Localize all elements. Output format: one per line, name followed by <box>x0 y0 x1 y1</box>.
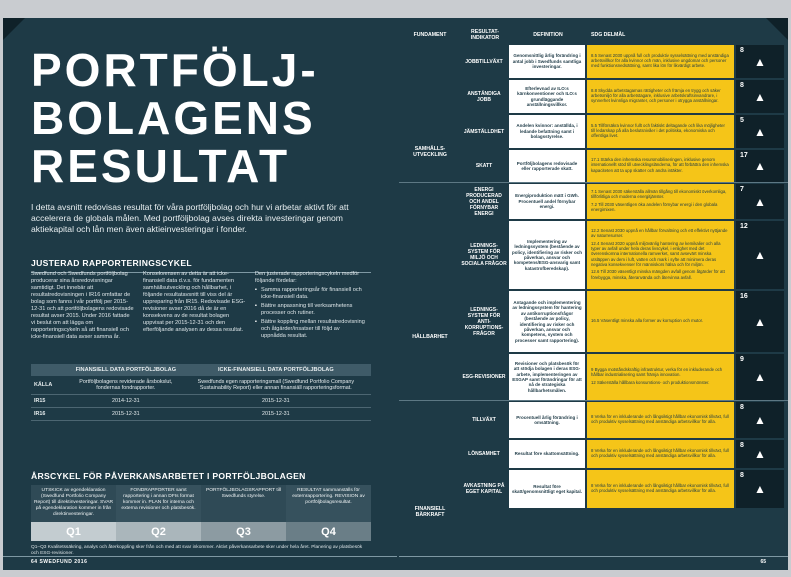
page-spread <box>3 18 788 570</box>
sdg-target-cell <box>587 184 734 219</box>
sdg-target-text: 8 Verka för en inkluderande och långsiktigt hållbar ekonomisk tillväxt, full och produktiv sysselsättning med anständiga arbetsvillkor för alla. <box>591 413 729 424</box>
sdg-goal-icon <box>736 440 784 468</box>
sdg-goal-glyph-icon: ▲ <box>754 89 766 104</box>
indicator-cell: TILLVÄXT <box>472 417 496 423</box>
definition-cell: Portföljbolagens redovisade eller rapporterade skatt. <box>509 150 585 182</box>
table-row <box>399 353 788 401</box>
sdg-target-text: 8 Verka för en inkluderande och långsiktigt hållbar ekonomisk tillväxt, full och produktiv sysselsättning med anständiga arbetsvillkor för alla. <box>591 447 729 458</box>
sdg-goal-glyph-icon: ▲ <box>754 314 766 329</box>
benefits-list <box>255 287 365 340</box>
benefits-intro: Den justerade rapporteringscykeln medför följande fördelar: <box>255 271 360 284</box>
sdg-target-cell <box>587 470 734 508</box>
indicator-cell: ENERGI PRODUCERAD OCH ANDEL FÖRNYBAR ENERGI <box>466 186 502 217</box>
table-row <box>399 44 788 79</box>
indicator-cell: AVKASTNING PÅ EGET KAPITAL <box>463 483 505 495</box>
sdg-target-text: 12.2 Senast 2030 uppnå en hållbar förvaltning och ett effektivt nyttjande av naturresurser. <box>591 228 728 239</box>
sdg-goal-icon <box>736 291 784 352</box>
sdg-goal-icon <box>736 45 784 78</box>
definition-cell: Resultat före skattomsättning. <box>509 440 585 468</box>
sdg-goal-glyph-icon: ▲ <box>754 248 766 262</box>
table-row <box>399 439 788 469</box>
indicator-cell: JOBBTILLVÄXT <box>465 58 503 65</box>
sdg-target-cell <box>587 291 734 352</box>
header-sdg: SDG DELMÅL <box>591 32 626 38</box>
body-column-3 <box>255 271 365 341</box>
body-column-2: Konsekvensen av detta är att icke-finansiell data d.v.s. för fundamenten samhällsutveckling och hållbarhet, i följande resultatavsnitt till viss del är uppreparing från IR15. Redovisade ESG-revisioner avser 2016 då de är en konsekvens av de resultat bolagen uppvisat per 2015-12-31 och den efterföljande analysen av dessa resultat. <box>143 271 246 333</box>
title-line-2: BOLAGENS <box>31 92 316 144</box>
table-cell: Swedfunds egen rapporteringsmall (Swedfund Portfolio Company Sustainability Report) eller annan finansiäll rapporteringsformat. <box>181 376 371 395</box>
sdg-goal-number: 16 <box>740 293 748 300</box>
sdg-goal-icon <box>736 80 784 113</box>
left-page <box>3 18 397 570</box>
header-fundament: FUNDAMENT <box>413 32 447 38</box>
footer-divider <box>3 556 397 557</box>
sdg-goal-icon <box>736 115 784 148</box>
title-line-1: PORTFÖLJ- <box>31 44 319 96</box>
footer-divider <box>399 556 788 557</box>
benefit-item: ▪ Bättre koppling mellan resultatredovisning och åtgärder/insatser till följd av uppnådda resultat. <box>255 319 365 340</box>
table-cell: 2014-12-31 <box>71 395 181 408</box>
corner-decoration <box>3 18 25 40</box>
table-row <box>399 401 788 439</box>
sdg-target-text: 8.5 Senast 2030 uppnå full och produktiv sysselsättning med anständiga arbetsvillkor för alla kvinnor och män, inklusive ungdomar och personer med funktionsnedsättning, samt lika lön för likvärdigt arbete. <box>591 52 729 69</box>
definition-cell: Andelen kvinnor: anställda, i ledande befattning samt i bolagsstyrelse. <box>509 115 585 148</box>
sdg-goal-glyph-icon: ▲ <box>754 413 766 427</box>
sdg-target-text: 8 Verka för en inkluderande och långsiktigt hållbar ekonomisk tillväxt, full och produktiv sysselsättning med anständiga arbetsvillkor för alla. <box>591 482 729 493</box>
indicator-cell: LEDNINGS-SYSTEM FÖR ANTI-KORRUPTIONS-FRÅGOR <box>464 306 504 337</box>
sdg-goal-glyph-icon: ▲ <box>754 370 766 384</box>
table-row <box>399 79 788 114</box>
sdg-target-text: 12 Säkerställa hållbara konsumtions- och produktionsmönster. <box>591 379 710 385</box>
sdg-target-text: 9 Bygga motståndskraftig infrastruktur, verka för en inkluderande och hållbar industrialisering samt främja innovation. <box>591 367 723 378</box>
table-row <box>31 395 371 408</box>
definition-cell: Revisioner och platsbesök för att stödja bolagen i deras ESG-arbete, implementeringen av ESGAP samt förändringar för att nå de strategiska hållbarhetsmålen. <box>509 354 585 400</box>
sdg-target-cell <box>587 402 734 438</box>
benefit-item: ▪ Bättre anpassning till verksamhetens processer och rutiner. <box>255 303 365 317</box>
body-columns <box>31 271 371 341</box>
header-definition: DEFINITION <box>533 32 563 38</box>
table-row <box>31 408 371 421</box>
sdg-target-text: 7.2 Till 2030 väsentligen öka andelen förnybar energi i den globala energimixen. <box>591 201 718 212</box>
sdg-target-cell <box>587 221 734 289</box>
indicator-cell: LÖNSAMHET <box>468 451 500 457</box>
sdg-target-text: 8.8 Skydda arbetstagarnas rättigheter och främja en trygg och säker arbetsmiljö för alla arbetstagare, inklusive arbetskraftsinvandrare, i synnerhet kvinnliga migranter, och personer i otrygga anställningar. <box>591 87 721 104</box>
sdg-goal-number: 8 <box>740 47 744 54</box>
results-table-header <box>399 26 788 44</box>
quarter-text: FONDRAPPORTER samt rapportering i annan DFIs format kommer in. PLAN för interna och externa revisioner och platsbesök. <box>116 485 201 522</box>
definition-cell: Procentuell årlig förändring i omsättning. <box>509 402 585 438</box>
sdg-goal-number: 5 <box>740 117 744 124</box>
sdg-target-text: 7.1 Senast 2030 säkerställa allmän tillgång till ekonomiskt överkomliga, tillförlitliga och moderna energitjänster. <box>591 188 727 200</box>
sdg-target-cell <box>587 354 734 400</box>
sdg-goal-icon <box>736 470 784 508</box>
section-heading-annual-cycle: ÅRSCYKEL FÖR PÅVERKANSARBETET I PORTFÖLJBOLAGEN <box>31 467 371 486</box>
indicator-cell: LEDNINGS-SYSTEM FÖR MILJÖ OCH SOCIALA FRÅGOR <box>461 243 507 267</box>
sdg-goal-number: 9 <box>740 356 744 363</box>
indicator-cell: ESG-REVISIONER <box>462 374 506 380</box>
quarter-text: PORTFÖLJBOLAGSRAPPORT till Swedfunds styrelse. <box>201 485 286 522</box>
table-header-cell <box>31 364 71 376</box>
table-row <box>399 290 788 353</box>
sdg-goal-icon <box>736 221 784 289</box>
indicator-cell: SKATT <box>475 163 493 169</box>
table-row <box>399 149 788 183</box>
definition-cell: Efterlevnad av ILO:s kärnkonventioner och ILO:s grundläggande anställningsvillkor. <box>509 80 585 113</box>
quarter-label: Q2 <box>116 522 201 541</box>
definition-cell: Implementering av ledningssystem (bestående av policy, identifiering av risker och påverkan, ansvar och kompetens/ESG-ansvarig samt katastrofberedskap). <box>509 221 585 289</box>
table-header-cell: FINANSIELL DATA PORTFÖLJBOLAG <box>71 364 181 376</box>
reporting-data-table <box>31 364 371 421</box>
indicator-cell: ANSTÄNDIGA JOBB <box>467 90 501 103</box>
page-footer-right: 65 <box>760 559 766 565</box>
sdg-goal-glyph-icon: ▲ <box>754 159 766 173</box>
table-row <box>399 469 788 509</box>
table-header-cell: ICKE-FINANSIELL DATA PORTFÖLJBOLAG <box>181 364 371 376</box>
sdg-goal-glyph-icon: ▲ <box>754 194 766 209</box>
quarter-block <box>286 485 371 541</box>
definition-cell: Antagande och implementering av ledningssystem för hantering av antikorruptionsfrågor (bestående av policy, identifiering av risker och påverkan, ansvar och kompetens, system och processer samt rapportering). <box>509 291 585 352</box>
table-row <box>399 220 788 290</box>
right-page <box>399 18 788 570</box>
quarter-block <box>201 485 286 541</box>
benefit-item: ▪ Samma rapporteringsår för finansiell och icke-finansiell data. <box>255 287 365 301</box>
sdg-goal-icon <box>736 150 784 182</box>
sdg-goal-glyph-icon: ▲ <box>754 482 766 496</box>
section-heading-cycle: JUSTERAD RAPPORTERINGSCYKEL <box>31 254 371 273</box>
sdg-goal-icon <box>736 402 784 438</box>
sdg-target-text: 16.5 Väsentligt minska alla former av korruption och mutor. <box>591 317 704 323</box>
sdg-target-cell <box>587 80 734 113</box>
sdg-goal-number: 8 <box>740 442 744 449</box>
sdg-goal-number: 8 <box>740 82 744 89</box>
sdg-goal-number: 8 <box>740 472 744 479</box>
table-row <box>31 376 371 395</box>
sdg-target-cell <box>587 150 734 182</box>
fundament-label: FINANSIELL BÄRKRAFT <box>414 506 446 518</box>
definition-cell: Energiproduktion mätt i GWh. Procentuell andel förnybar energi. <box>509 184 585 219</box>
sdg-target-text: 12.4 Senast 2020 uppnå miljövänlig hantering av kemikalier och alla typer av avfall under hela deras livscykel, i enlighet med det överenskomna internationella ramverket, samt avsevärt minska utsläppen av dem i luft, vatten och mark i syfte att minimera deras negativa konsekvenser för människors hälsa och för miljön. <box>591 240 721 267</box>
table-cell: 2015-12-31 <box>71 408 181 421</box>
sdg-target-cell <box>587 440 734 468</box>
table-cell: IR16 <box>31 408 71 421</box>
quarter-timeline <box>31 485 371 541</box>
sdg-goal-glyph-icon: ▲ <box>754 124 766 139</box>
sdg-target-text: 17.1 Stärka den inhemska resursmobiliseringen, inklusive genom internationellt stöd till utvecklingsländerna, för att förbättra den inhemska kapaciteten att ta upp skatter och andra intäkter. <box>591 157 729 173</box>
sdg-target-cell <box>587 45 734 78</box>
sdg-goal-icon <box>736 354 784 400</box>
quarter-label: Q1 <box>31 522 116 541</box>
table-header-row <box>31 364 371 376</box>
fundament-label: SAMHÄLLS-UTVECKLING <box>413 146 447 158</box>
table-row <box>399 114 788 149</box>
header-indicator: RESULTAT-INDIKATOR <box>470 29 500 41</box>
sdg-goal-number: 12 <box>740 223 748 230</box>
table-row <box>399 183 788 220</box>
table-cell: Portföljbolagens reviderade årsbokslut, fondernas fondrapporter. <box>71 376 181 395</box>
table-cell: 2015-12-31 <box>181 395 371 408</box>
table-cell: IR15 <box>31 395 71 408</box>
quarter-text: UTSKICK av egendeklaration (Swedfund Portfolio Company Report) till direktinvesteringar. SVAR på egendeklaration kommer in från direktinvesteringar. <box>31 485 116 522</box>
sdg-target-cell <box>587 115 734 148</box>
quarter-label: Q3 <box>201 522 286 541</box>
quarter-block <box>116 485 201 541</box>
sdg-goal-icon <box>736 184 784 219</box>
table-cell: KÄLLA <box>31 376 71 395</box>
quarter-block <box>31 485 116 541</box>
sdg-goal-glyph-icon: ▲ <box>754 54 766 69</box>
definition-cell: Resultat före skatt/genomsnittligt eget kapital. <box>509 470 585 508</box>
quarter-text: RESULTAT sammanställs för externrapportering. REVISION av portföljbolagsresultat. <box>286 485 371 522</box>
quarter-note: Q1–Q3 Kvalitetssäkring, analys och återkoppling sker från och med att svar inkommer. Aktivt påverkansarbete sker under hela året. Planering av platsbesök och ESG-revisioner. <box>31 545 363 556</box>
definition-cell: Genomsnittlig årlig förändring i antal jobb i Swedfunds samtliga investeringar. <box>509 45 585 78</box>
sdg-target-text: 12.6 Till 2030 väsentligt minska mängden avfall genom åtgärder för att förebygga, minska, återanvända och återvinna avfall. <box>591 269 725 280</box>
indicator-cell: JÄMSTÄLLDHET <box>463 128 505 135</box>
sdg-target-text: 5.5 Tillförsäkra kvinnor fullt och faktiskt deltagande och lika möjligheter till ledarskap på alla beslutsnivåer i det politiska, ekonomiska och offentliga livet. <box>591 122 725 139</box>
quarter-label: Q4 <box>286 522 371 541</box>
page-title <box>31 46 371 190</box>
sdg-goal-number: 8 <box>740 404 744 411</box>
intro-paragraph: I detta avsnitt redovisas resultat för våra portföljbolag och hur vi arbetar aktivt för att accelerera de globala målen. Med portföljbolag avses direkta investeringar genom aktiekapital och lån men även aktieinvesteringar i fonder. <box>31 202 349 234</box>
sdg-goal-glyph-icon: ▲ <box>754 447 766 461</box>
body-column-1: Swedfund och Swedfunds portföljbolag producerar sina årsredovisningar samtidigt. Det innebär att resultatredovisningen i IR16 omfattar de bolag som fanns i vår portfölj per 2015-12-31 och att portföljbolagens redovisade resultat avser 2015. Under 2016 fattade vi beslut om att lägga om rapporteringscykeln så att finansiell och icke-finansiell data avser samma år. <box>31 271 134 340</box>
fundament-label: HÅLLBARHET <box>412 334 448 340</box>
sdg-goal-number: 17 <box>740 152 748 159</box>
title-line-3: RESULTAT <box>31 140 291 192</box>
sdg-goal-number: 7 <box>740 186 744 193</box>
table-cell: 2015-12-31 <box>181 408 371 421</box>
page-footer-left: 64 SWEDFUND 2016 <box>31 559 88 565</box>
